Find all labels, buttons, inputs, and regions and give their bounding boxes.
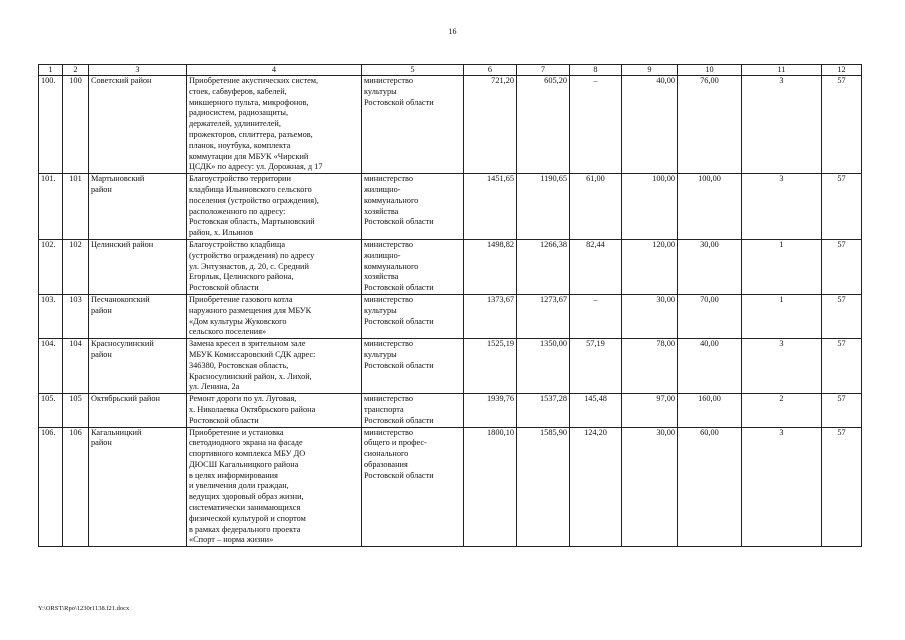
- description-cell: [187, 294, 362, 338]
- value-col-11: 1: [742, 239, 822, 294]
- value-col-10: 100,00: [678, 174, 742, 240]
- value-col-7: 1273,67: [517, 294, 570, 338]
- description-cell-line: в целях информирования: [189, 470, 278, 480]
- value-col-7: 1585,90: [517, 427, 570, 547]
- value-col-10: 160,00: [678, 394, 742, 427]
- value-col-10: 70,00: [678, 294, 742, 338]
- table-row: [39, 427, 862, 547]
- column-header: 7: [517, 65, 570, 76]
- ministry-cell: [362, 394, 464, 427]
- description-cell-line: коммутации для МБУК «Чирский: [189, 151, 309, 161]
- ministry-cell-line: транспорта: [364, 404, 404, 414]
- ministry-cell-line: Ростовской области: [364, 97, 434, 107]
- row-number: 106: [63, 427, 89, 547]
- district-cell-line: район: [91, 305, 112, 315]
- table-row: [39, 394, 862, 427]
- description-cell-line: Благоустройство территории: [189, 174, 291, 184]
- description-cell-line: «Спорт – норма жизни»: [189, 535, 274, 545]
- table-row: [39, 239, 862, 294]
- description-cell-line: 346380, Ростовская область,: [189, 360, 289, 370]
- column-header: 9: [622, 65, 678, 76]
- description-cell-line: район, х. Ильинов: [189, 228, 254, 238]
- description-cell-line: Благоустройство кладбища: [189, 239, 286, 249]
- row-index: 104.: [39, 339, 63, 394]
- value-col-6: 1939,76: [464, 394, 517, 427]
- description-cell-line: систематически занимающихся: [189, 503, 301, 513]
- value-col-8: 57,19: [570, 339, 622, 394]
- value-col-9: 100,00: [622, 174, 678, 240]
- value-col-12: 57: [822, 394, 862, 427]
- row-index: 103.: [39, 294, 63, 338]
- value-col-8: 124,20: [570, 427, 622, 547]
- row-index: 100.: [39, 76, 63, 174]
- description-cell-line: наружного размещения для МБУК: [189, 305, 312, 315]
- ministry-cell-line: образования: [364, 459, 408, 469]
- value-col-7: 1350,00: [517, 339, 570, 394]
- value-col-9: 30,00: [622, 294, 678, 338]
- description-cell-line: кладбища Ильиновского сельского: [189, 184, 312, 194]
- ministry-cell-line: министерство: [364, 339, 414, 349]
- column-header: 6: [464, 65, 517, 76]
- value-col-6: 1373,67: [464, 294, 517, 338]
- value-col-6: 721,20: [464, 76, 517, 174]
- description-cell-line: «Дом культуры Жуковского: [189, 316, 287, 326]
- value-col-6: 1525,19: [464, 339, 517, 394]
- table-row: [39, 174, 862, 240]
- description-cell-line: ЦСДК» по адресу: ул. Дорожная, д 17: [189, 162, 323, 172]
- value-col-12: 57: [822, 239, 862, 294]
- ministry-cell-line: культуры: [364, 86, 397, 96]
- column-header: 11: [742, 65, 822, 76]
- description-cell-line: Егорлык, Целинского района,: [189, 272, 294, 282]
- row-number: 104: [63, 339, 89, 394]
- ministry-cell: [362, 76, 464, 174]
- district-cell: [89, 427, 187, 547]
- value-col-12: 57: [822, 174, 862, 240]
- district-cell: [89, 394, 187, 427]
- value-col-6: 1451,65: [464, 174, 517, 240]
- ministry-cell-line: жилищно-: [364, 250, 401, 260]
- description-cell-line: ведущих здоровый образ жизни,: [189, 492, 304, 502]
- row-index: 105.: [39, 394, 63, 427]
- column-header: 2: [63, 65, 89, 76]
- district-cell-line: Октябрьский район: [91, 394, 160, 404]
- description-cell-line: Красносулинский район, х. Лихой,: [189, 371, 312, 381]
- ministry-cell-line: Ростовской области: [364, 470, 434, 480]
- description-cell-line: радиосистем, радиозащиты,: [189, 108, 289, 118]
- description-cell-line: поселения (устройство ограждения),: [189, 195, 319, 205]
- description-cell-line: Ростовской области: [189, 283, 259, 293]
- description-cell-line: светодиодного экрана на фасаде: [189, 438, 303, 448]
- description-cell-line: в рамках федерального проекта: [189, 524, 301, 534]
- column-header: 5: [362, 65, 464, 76]
- value-col-11: 1: [742, 294, 822, 338]
- row-number: 103: [63, 294, 89, 338]
- value-col-11: 3: [742, 427, 822, 547]
- description-cell-line: Замена кресел в зрительном зале: [189, 339, 306, 349]
- value-col-11: 3: [742, 174, 822, 240]
- ministry-cell-line: коммунального: [364, 195, 419, 205]
- allocation-table: [38, 64, 862, 547]
- description-cell-line: сельского поселения»: [189, 327, 267, 337]
- value-col-12: 57: [822, 294, 862, 338]
- description-cell-line: ул. Энтузиастов, д. 20, с. Средний: [189, 261, 309, 271]
- value-col-9: 40,00: [622, 76, 678, 174]
- description-cell-line: МБУК Комиссаровский СДК адрес:: [189, 349, 316, 359]
- description-cell-line: Приобретение газового котла: [189, 294, 293, 304]
- value-col-9: 78,00: [622, 339, 678, 394]
- description-cell: [187, 174, 362, 240]
- ministry-cell-line: министерство: [364, 76, 414, 85]
- row-index: 106.: [39, 427, 63, 547]
- description-cell-line: спортивного комплекса МБУ ДО: [189, 449, 306, 459]
- value-col-10: 40,00: [678, 339, 742, 394]
- ministry-cell-line: коммунального: [364, 261, 419, 271]
- ministry-cell-line: культуры: [364, 305, 397, 315]
- ministry-cell: [362, 294, 464, 338]
- ministry-cell-line: министерство: [364, 427, 414, 437]
- district-cell-line: Песчанокопский: [91, 294, 150, 304]
- value-col-7: 605,20: [517, 76, 570, 174]
- description-cell: [187, 339, 362, 394]
- value-col-12: 57: [822, 339, 862, 394]
- value-col-10: 76,00: [678, 76, 742, 174]
- description-cell-line: х. Николаевка Октябрьского района: [189, 404, 316, 414]
- value-col-12: 57: [822, 76, 862, 174]
- description-cell-line: расположенного по адресу:: [189, 206, 286, 216]
- value-col-11: 3: [742, 339, 822, 394]
- ministry-cell-line: Ростовской области: [364, 316, 434, 326]
- row-number: 105: [63, 394, 89, 427]
- row-index: 102.: [39, 239, 63, 294]
- table-row: [39, 76, 862, 174]
- description-cell-line: Ростовская область, Мартыновский: [189, 217, 315, 227]
- value-col-7: 1266,38: [517, 239, 570, 294]
- description-cell: [187, 394, 362, 427]
- value-col-8: 61,00: [570, 174, 622, 240]
- district-cell-line: Мартыновский: [91, 174, 145, 184]
- ministry-cell-line: Ростовской области: [364, 360, 434, 370]
- row-index: 101.: [39, 174, 63, 240]
- ministry-cell: [362, 339, 464, 394]
- table-row: [39, 294, 862, 338]
- description-cell-line: Ростовской области: [189, 415, 259, 425]
- description-cell-line: держателей, удлинителей,: [189, 119, 281, 129]
- row-number: 102: [63, 239, 89, 294]
- ministry-cell-line: Ростовской области: [364, 415, 434, 425]
- page-number: 16: [448, 27, 457, 36]
- value-col-12: 57: [822, 427, 862, 547]
- value-col-8: –: [570, 76, 622, 174]
- ministry-cell: [362, 174, 464, 240]
- district-cell-line: район: [91, 438, 112, 448]
- row-number: 100: [63, 76, 89, 174]
- ministry-cell-line: Ростовской области: [364, 283, 434, 293]
- column-header: 1: [39, 65, 63, 76]
- description-cell: [187, 427, 362, 547]
- column-header: 3: [89, 65, 187, 76]
- description-cell-line: Ремонт дороги по ул. Луговая,: [189, 394, 297, 404]
- file-path-footer: Y:\ORST\Rpo\1230r1138.f21.docx: [38, 605, 130, 612]
- value-col-7: 1190,65: [517, 174, 570, 240]
- value-col-10: 60,00: [678, 427, 742, 547]
- ministry-cell: [362, 239, 464, 294]
- ministry-cell-line: министерство: [364, 239, 414, 249]
- district-cell: [89, 174, 187, 240]
- column-header: 12: [822, 65, 862, 76]
- value-col-11: 3: [742, 76, 822, 174]
- description-cell-line: Приобретение акустических систем,: [189, 76, 319, 85]
- ministry-cell-line: министерство: [364, 174, 414, 184]
- value-col-6: 1498,82: [464, 239, 517, 294]
- description-cell-line: Приобретение и установка: [189, 427, 284, 437]
- value-col-7: 1537,28: [517, 394, 570, 427]
- district-cell-line: район: [91, 184, 112, 194]
- description-cell-line: ул. Ленина, 2а: [189, 382, 240, 392]
- description-cell-line: (устройство ограждения) по адресу: [189, 250, 315, 260]
- row-number: 101: [63, 174, 89, 240]
- district-cell-line: Кагальницкий: [91, 427, 142, 437]
- column-header: 8: [570, 65, 622, 76]
- value-col-6: 1800,10: [464, 427, 517, 547]
- description-cell: [187, 76, 362, 174]
- description-cell-line: стоек, сабвуферов, кабелей,: [189, 86, 287, 96]
- description-cell-line: микшерного пульта, микрофонов,: [189, 97, 309, 107]
- description-cell-line: планок, ноутбука, комплекта: [189, 140, 291, 150]
- district-cell: [89, 76, 187, 174]
- ministry-cell: [362, 427, 464, 547]
- ministry-cell-line: культуры: [364, 349, 397, 359]
- description-cell: [187, 239, 362, 294]
- value-col-9: 97,00: [622, 394, 678, 427]
- description-cell-line: и увеличения доли граждан,: [189, 481, 289, 491]
- ministry-cell-line: общего и профес-: [364, 438, 427, 448]
- district-cell-line: Советский район: [91, 76, 152, 85]
- value-col-8: 82,44: [570, 239, 622, 294]
- value-col-8: –: [570, 294, 622, 338]
- value-col-9: 120,00: [622, 239, 678, 294]
- description-cell-line: прожекторов, сплиттера, разъемов,: [189, 129, 313, 139]
- table-header-row: [39, 65, 862, 76]
- ministry-cell-line: министерство: [364, 394, 414, 404]
- description-cell-line: физической культурой и спортом: [189, 513, 306, 523]
- column-header: 10: [678, 65, 742, 76]
- description-cell-line: ДЮСШ Кагальницкого района: [189, 459, 299, 469]
- district-cell-line: Целинский район: [91, 239, 154, 249]
- value-col-8: 145,48: [570, 394, 622, 427]
- ministry-cell-line: жилищно-: [364, 184, 401, 194]
- ministry-cell-line: министерство: [364, 294, 414, 304]
- district-cell: [89, 239, 187, 294]
- value-col-9: 30,00: [622, 427, 678, 547]
- ministry-cell-line: хозяйства: [364, 206, 399, 216]
- district-cell-line: район: [91, 349, 112, 359]
- ministry-cell-line: сионального: [364, 449, 409, 459]
- district-cell: [89, 339, 187, 394]
- value-col-10: 30,00: [678, 239, 742, 294]
- ministry-cell-line: хозяйства: [364, 272, 399, 282]
- value-col-11: 2: [742, 394, 822, 427]
- column-header: 4: [187, 65, 362, 76]
- district-cell-line: Красносулинский: [91, 339, 154, 349]
- table-row: [39, 339, 862, 394]
- district-cell: [89, 294, 187, 338]
- ministry-cell-line: Ростовской области: [364, 217, 434, 227]
